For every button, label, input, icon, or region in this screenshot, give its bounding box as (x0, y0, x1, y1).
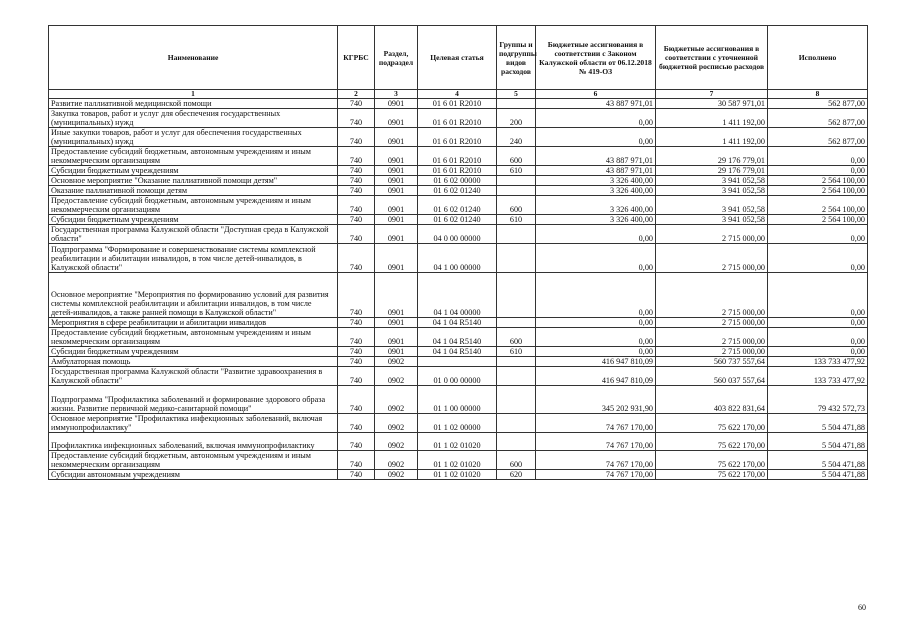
cell-kgrbs: 740 (338, 109, 375, 128)
cell-executed: 0,00 (768, 147, 868, 166)
cell-article: 04 1 04 R5140 (418, 328, 497, 347)
cell-section: 0901 (375, 196, 418, 215)
cell-executed: 0,00 (768, 225, 868, 244)
cell-executed: 79 432 572,73 (768, 386, 868, 414)
cell-name: Основное мероприятие "Оказание паллиативной помощи детям" (49, 176, 338, 186)
cell-name: Субсидии бюджетным учреждениям (49, 166, 338, 176)
cell-section: 0902 (375, 414, 418, 433)
cell-article: 04 1 00 00000 (418, 244, 497, 273)
cell-executed: 133 733 477,92 (768, 357, 868, 367)
column-header: Бюджетные ассигнования в соответствии с Законом Калужской области от 06.12.2018 № 419-ОЗ (536, 26, 656, 90)
cell-section: 0901 (375, 109, 418, 128)
cell-refined: 1 411 192,00 (656, 128, 768, 147)
table-row (49, 470, 868, 480)
cell-law: 0,00 (536, 318, 656, 328)
cell-group: 600 (497, 451, 536, 470)
table-row (49, 357, 868, 367)
cell-executed: 2 564 100,00 (768, 176, 868, 186)
column-header: Бюджетные ассигнования в соответствии с уточненной бюджетной росписью расходов (656, 26, 768, 90)
cell-section: 0901 (375, 99, 418, 109)
cell-group: 200 (497, 109, 536, 128)
cell-group (497, 273, 536, 318)
column-number: 8 (768, 90, 868, 99)
cell-section: 0901 (375, 128, 418, 147)
cell-group: 600 (497, 328, 536, 347)
cell-section: 0901 (375, 244, 418, 273)
cell-law: 74 767 170,00 (536, 433, 656, 451)
cell-article: 01 6 02 01240 (418, 196, 497, 215)
cell-section: 0901 (375, 273, 418, 318)
cell-law: 3 326 400,00 (536, 176, 656, 186)
cell-executed: 0,00 (768, 318, 868, 328)
cell-refined: 2 715 000,00 (656, 328, 768, 347)
cell-law: 43 887 971,01 (536, 99, 656, 109)
cell-kgrbs: 740 (338, 451, 375, 470)
table-row (49, 244, 868, 273)
cell-article: 04 1 04 R5140 (418, 347, 497, 357)
table-row (49, 433, 868, 451)
cell-kgrbs: 740 (338, 367, 375, 386)
cell-name: Государственная программа Калужской области "Развитие здравоохранения в Калужской области" (49, 367, 338, 386)
table-row (49, 328, 868, 347)
cell-article: 01 1 02 01020 (418, 470, 497, 480)
cell-name: Основное мероприятие "Профилактика инфекционных заболеваний, включая иммунопрофилактику" (49, 414, 338, 433)
table-row (49, 176, 868, 186)
cell-section: 0902 (375, 433, 418, 451)
cell-law: 0,00 (536, 225, 656, 244)
cell-name: Государственная программа Калужской области "Доступная среда в Калужской области" (49, 225, 338, 244)
cell-group: 610 (497, 215, 536, 225)
cell-article: 01 6 01 R2010 (418, 128, 497, 147)
cell-refined: 29 176 779,01 (656, 147, 768, 166)
cell-group (497, 225, 536, 244)
cell-group (497, 357, 536, 367)
table-row (49, 414, 868, 433)
cell-article (418, 357, 497, 367)
cell-kgrbs: 740 (338, 99, 375, 109)
table-body (49, 99, 868, 480)
cell-law: 0,00 (536, 128, 656, 147)
cell-section: 0901 (375, 166, 418, 176)
cell-section: 0901 (375, 147, 418, 166)
cell-group: 620 (497, 470, 536, 480)
column-number: 6 (536, 90, 656, 99)
cell-group (497, 99, 536, 109)
cell-refined: 3 941 052,58 (656, 196, 768, 215)
cell-group (497, 433, 536, 451)
table-row (49, 451, 868, 470)
cell-group (497, 244, 536, 273)
cell-executed: 2 564 100,00 (768, 215, 868, 225)
cell-executed: 2 564 100,00 (768, 186, 868, 196)
cell-refined: 1 411 192,00 (656, 109, 768, 128)
cell-article: 01 0 00 00000 (418, 367, 497, 386)
cell-kgrbs: 740 (338, 128, 375, 147)
column-number: 3 (375, 90, 418, 99)
column-header: Раздел, подраздел (375, 26, 418, 90)
cell-law: 74 767 170,00 (536, 470, 656, 480)
cell-group (497, 414, 536, 433)
table-row (49, 347, 868, 357)
cell-kgrbs: 740 (338, 328, 375, 347)
cell-executed: 0,00 (768, 166, 868, 176)
cell-article: 01 1 02 01020 (418, 451, 497, 470)
cell-name: Иные закупки товаров, работ и услуг для обеспечения государственных (муниципальных) нужд (49, 128, 338, 147)
table-row (49, 225, 868, 244)
cell-section: 0902 (375, 470, 418, 480)
cell-article: 01 6 01 R2010 (418, 109, 497, 128)
table-row (49, 109, 868, 128)
cell-refined: 2 715 000,00 (656, 347, 768, 357)
cell-kgrbs: 740 (338, 166, 375, 176)
cell-executed: 5 504 471,88 (768, 414, 868, 433)
table-row (49, 215, 868, 225)
cell-kgrbs: 740 (338, 196, 375, 215)
cell-article: 01 6 02 01240 (418, 186, 497, 196)
cell-law: 0,00 (536, 328, 656, 347)
cell-section: 0901 (375, 215, 418, 225)
cell-name: Подпрограмма "Формирование и совершенствование системы комплексной реабилитации и абилитации инвалидов, в том числе детей-инвалидов, в Калужской области" (49, 244, 338, 273)
cell-refined: 75 622 170,00 (656, 414, 768, 433)
table-row (49, 196, 868, 215)
cell-section: 0902 (375, 367, 418, 386)
cell-refined: 30 587 971,01 (656, 99, 768, 109)
cell-executed: 0,00 (768, 347, 868, 357)
cell-article: 04 1 04 R5140 (418, 318, 497, 328)
cell-section: 0901 (375, 328, 418, 347)
cell-kgrbs: 740 (338, 215, 375, 225)
cell-refined: 3 941 052,58 (656, 186, 768, 196)
cell-kgrbs: 740 (338, 470, 375, 480)
table-row (49, 273, 868, 318)
cell-executed: 562 877,00 (768, 99, 868, 109)
column-header: Целевая статья (418, 26, 497, 90)
cell-group: 610 (497, 347, 536, 357)
cell-name: Основное мероприятие "Мероприятия по формированию условий для развития системы комплексной реабилитации и абилитации инвалидов, в том числе детей-инвалидов, а также ранней помощи в Калужской области" (49, 273, 338, 318)
cell-name: Оказание паллиативной помощи детям (49, 186, 338, 196)
cell-refined: 2 715 000,00 (656, 225, 768, 244)
cell-kgrbs: 740 (338, 357, 375, 367)
cell-law: 0,00 (536, 347, 656, 357)
cell-section: 0901 (375, 347, 418, 357)
cell-law: 0,00 (536, 109, 656, 128)
cell-article: 01 6 02 00000 (418, 176, 497, 186)
cell-name: Субсидии бюджетным учреждениям (49, 215, 338, 225)
cell-group: 600 (497, 147, 536, 166)
cell-refined: 560 737 557,64 (656, 357, 768, 367)
cell-executed: 0,00 (768, 328, 868, 347)
cell-name: Развитие паллиативной медицинской помощи (49, 99, 338, 109)
cell-law: 74 767 170,00 (536, 414, 656, 433)
table-row (49, 386, 868, 414)
column-number: 1 (49, 90, 338, 99)
cell-article: 01 6 01 R2010 (418, 99, 497, 109)
cell-group (497, 386, 536, 414)
cell-article: 04 1 04 00000 (418, 273, 497, 318)
column-number: 2 (338, 90, 375, 99)
cell-group: 610 (497, 166, 536, 176)
cell-name: Мероприятия в сфере реабилитации и абилитации инвалидов (49, 318, 338, 328)
cell-article: 01 6 02 01240 (418, 215, 497, 225)
cell-name: Предоставление субсидий бюджетным, автономным учреждениям и иным некоммерческим организациям (49, 196, 338, 215)
table-row (49, 367, 868, 386)
cell-refined: 75 622 170,00 (656, 451, 768, 470)
cell-executed: 0,00 (768, 273, 868, 318)
cell-article: 01 1 02 00000 (418, 414, 497, 433)
table-row (49, 166, 868, 176)
cell-name: Субсидии автономным учреждениям (49, 470, 338, 480)
table-row (49, 99, 868, 109)
cell-article: 01 1 00 00000 (418, 386, 497, 414)
cell-law: 3 326 400,00 (536, 186, 656, 196)
cell-kgrbs: 740 (338, 176, 375, 186)
cell-law: 0,00 (536, 244, 656, 273)
table-row (49, 186, 868, 196)
cell-executed: 133 733 477,92 (768, 367, 868, 386)
table-row (49, 318, 868, 328)
table-row (49, 128, 868, 147)
cell-refined: 3 941 052,58 (656, 215, 768, 225)
cell-refined: 75 622 170,00 (656, 433, 768, 451)
cell-law: 74 767 170,00 (536, 451, 656, 470)
cell-group: 600 (497, 196, 536, 215)
cell-executed: 2 564 100,00 (768, 196, 868, 215)
table-row (49, 147, 868, 166)
cell-name: Профилактика инфекционных заболеваний, включая иммунопрофилактику (49, 433, 338, 451)
cell-executed: 5 504 471,88 (768, 433, 868, 451)
cell-name: Подпрограмма "Профилактика заболеваний и формирование здорового образа жизни. Развитие первичной медико-санитарной помощи" (49, 386, 338, 414)
cell-kgrbs: 740 (338, 147, 375, 166)
cell-refined: 2 715 000,00 (656, 273, 768, 318)
cell-article: 04 0 00 00000 (418, 225, 497, 244)
cell-name: Предоставление субсидий бюджетным, автономным учреждениям и иным некоммерческим организациям (49, 147, 338, 166)
cell-law: 3 326 400,00 (536, 215, 656, 225)
cell-kgrbs: 740 (338, 318, 375, 328)
cell-name: Предоставление субсидий бюджетным, автономным учреждениям и иным некоммерческим организациям (49, 451, 338, 470)
cell-refined: 29 176 779,01 (656, 166, 768, 176)
cell-executed: 562 877,00 (768, 109, 868, 128)
cell-kgrbs: 740 (338, 347, 375, 357)
cell-kgrbs: 740 (338, 433, 375, 451)
cell-name: Амбулаторная помощь (49, 357, 338, 367)
cell-executed: 5 504 471,88 (768, 470, 868, 480)
cell-section: 0901 (375, 186, 418, 196)
cell-kgrbs: 740 (338, 414, 375, 433)
column-header: КГРБС (338, 26, 375, 90)
cell-name: Субсидии бюджетным учреждениям (49, 347, 338, 357)
column-header: Группы и подгруппы видов расходов (497, 26, 536, 90)
cell-law: 416 947 810,09 (536, 367, 656, 386)
cell-section: 0901 (375, 176, 418, 186)
cell-kgrbs: 740 (338, 273, 375, 318)
column-number: 5 (497, 90, 536, 99)
cell-kgrbs: 740 (338, 386, 375, 414)
cell-kgrbs: 740 (338, 186, 375, 196)
cell-executed: 5 504 471,88 (768, 451, 868, 470)
cell-refined: 2 715 000,00 (656, 244, 768, 273)
column-header: Наименование (49, 26, 338, 90)
cell-article: 01 1 02 01020 (418, 433, 497, 451)
cell-law: 43 887 971,01 (536, 147, 656, 166)
cell-article: 01 6 01 R2010 (418, 166, 497, 176)
page-number: 60 (858, 603, 866, 612)
cell-group (497, 367, 536, 386)
cell-section: 0902 (375, 386, 418, 414)
budget-table (48, 25, 868, 480)
cell-law: 0,00 (536, 273, 656, 318)
cell-refined: 3 941 052,58 (656, 176, 768, 186)
cell-refined: 403 822 831,64 (656, 386, 768, 414)
cell-law: 43 887 971,01 (536, 166, 656, 176)
cell-section: 0902 (375, 451, 418, 470)
cell-section: 0901 (375, 318, 418, 328)
column-header: Исполнено (768, 26, 868, 90)
cell-law: 416 947 810,09 (536, 357, 656, 367)
cell-kgrbs: 740 (338, 225, 375, 244)
cell-name: Предоставление субсидий бюджетным, автономным учреждениям и иным некоммерческим организациям (49, 328, 338, 347)
cell-executed: 562 877,00 (768, 128, 868, 147)
header-row (49, 26, 868, 90)
cell-law: 345 202 931,90 (536, 386, 656, 414)
cell-group (497, 186, 536, 196)
cell-kgrbs: 740 (338, 244, 375, 273)
cell-article: 01 6 01 R2010 (418, 147, 497, 166)
cell-group (497, 318, 536, 328)
column-number: 7 (656, 90, 768, 99)
cell-group: 240 (497, 128, 536, 147)
cell-section: 0901 (375, 225, 418, 244)
cell-refined: 2 715 000,00 (656, 318, 768, 328)
cell-refined: 75 622 170,00 (656, 470, 768, 480)
column-number-row (49, 90, 868, 99)
cell-executed: 0,00 (768, 244, 868, 273)
cell-name: Закупка товаров, работ и услуг для обеспечения государственных (муниципальных) нужд (49, 109, 338, 128)
cell-refined: 560 037 557,64 (656, 367, 768, 386)
cell-group (497, 176, 536, 186)
column-number: 4 (418, 90, 497, 99)
cell-law: 3 326 400,00 (536, 196, 656, 215)
cell-section: 0902 (375, 357, 418, 367)
